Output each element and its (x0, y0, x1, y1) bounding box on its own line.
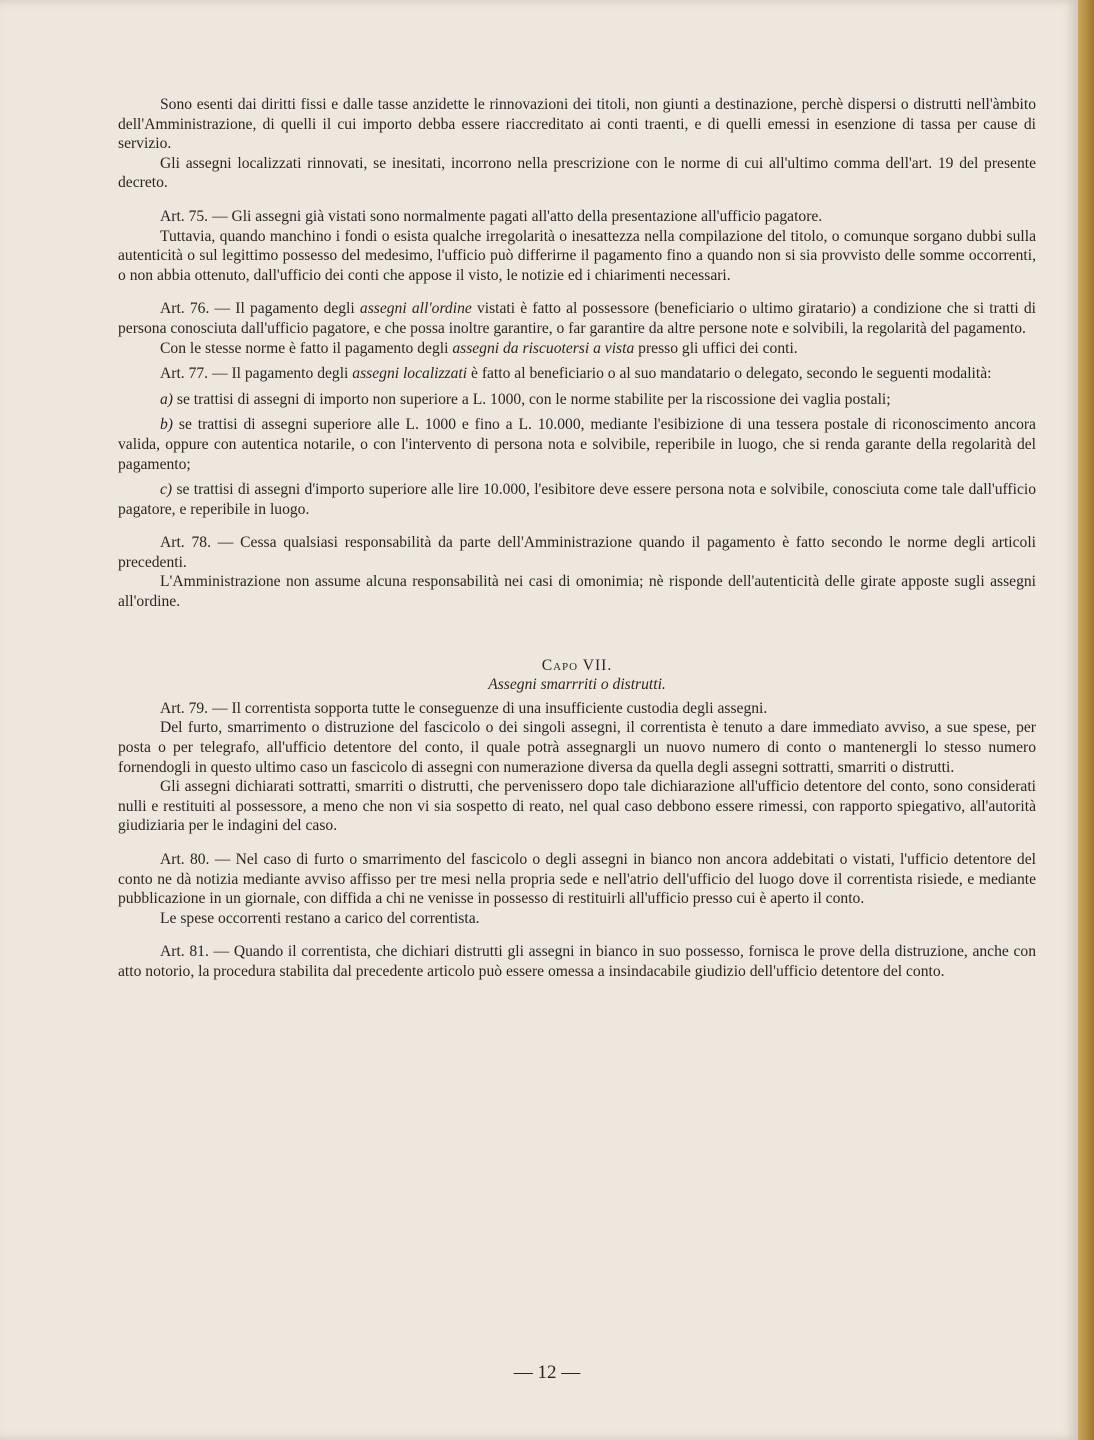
paragraph: Gli assegni localizzati rinnovati, se inesitati, incorrono nella prescrizione con le norme di cui all'ultimo comma dell'art. 19 del presente decreto. (118, 154, 1036, 192)
article-81: Art. 81. — Quando il correntista, che dichiari distrutti gli assegni in bianco in suo possesso, fornisca le prove della distruzione, anche con atto notorio, la procedura stabilita dal precedente articolo può essere omessa a insindacabile giudizio dell'ufficio detentore del conto. (118, 943, 1036, 980)
paragraph: Le spese occorrenti restano a carico del correntista. (160, 909, 480, 927)
paragraph: L'Amministrazione non assume alcuna responsabilità nei casi di omonimia; nè risponde dell'autenticità delle girate apposte sugli assegni all'ordine. (118, 573, 1036, 611)
list-item-c: c) se trattisi di assegni d'importo superiore alle lire 10.000, l'esibitore deve essere persona nota e solvibile, conosciuta come tale dall'ufficio pagatore, e reperibile in luogo. (118, 481, 1036, 518)
page-edge (1078, 0, 1094, 1440)
page-number: — 12 — (513, 1362, 581, 1383)
paragraph: Del furto, smarrimento o distruzione del fascicolo o dei singoli assegni, il correntista è tenuto a dare immediato avviso, a sue spese, per posta o per telegrafo, all'ufficio detentore del conto, il quale potrà assegnargli un nuovo numero di conto o mantenergli lo stesso numero fornendogli in questo ultimo caso un fascicolo di assegni con numerazione diversa da quella degli assegni sottratti, smarriti o distrutti. (118, 719, 1036, 776)
article-77: Art. 77. — Il pagamento degli assegni localizzati è fatto al beneficiario o al suo mandatario o delegato, secondo le seguenti modalità: (160, 365, 992, 383)
article-80: Art. 80. — Nel caso di furto o smarrimento del fascicolo o degli assegni in bianco non ancora addebitati o vistati, l'ufficio detentore del conto ne dà notizia mediante avviso affisso per tre mesi nella propria sede e nell'atrio dell'ufficio del luogo dove il correntista risiede, e mediante pubblicazione in un giornale, con diffida a chi ne venisse in possesso di restituirli all'ufficio presso cui è aperto il conto. (118, 851, 1036, 908)
paragraph: Tuttavia, quando manchino i fondi o esista qualche irregolarità o inesattezza nella compilazione del titolo, o comunque sorgano dubbi sulla autenticità o sul legittimo possesso del medesimo, l'ufficio può differirne il pagamento fino a quando non si sia provvisto delle somme occorrenti, o non abbia ottenuto, dall'ufficio dei conti che appose il visto, le notizie ed i chiarimenti necessari. (118, 227, 1036, 284)
list-item-a: a) se trattisi di assegni di importo non superiore a L. 1000, con le norme stabilite per la riscossione dei vaglia postali; (160, 390, 891, 408)
chapter-title: Capo VII. (541, 656, 613, 674)
list-item-b: b) se trattisi di assegni superiore alle L. 1000 e fino a L. 10.000, mediante l'esibizione di una tessera postale di riconoscimento ancora valida, oppure con autentica notarile, o con l'intervento di persona nota e solvibile, reperibile in luogo, che si renda garante della regolarità del pagamento; (118, 416, 1036, 473)
article-79: Art. 79. — Il correntista sopporta tutte le conseguenze di una insufficiente custodia degli assegni. (160, 699, 768, 717)
paragraph: Gli assegni dichiarati sottratti, smarriti o distrutti, che pervenissero dopo tale dichiarazione all'ufficio detentore del conto, sono considerati nulli e restituiti al possessore, a meno che non vi sia sospetto di reato, nel qual caso debbono essere rimessi, con rapporto spiegativo, all'autorità giudiziaria per le indagini del caso. (118, 778, 1036, 835)
article-78: Art. 78. — Cessa qualsiasi responsabilità da parte dell'Amministrazione quando il pagamento è fatto secondo le norme degli articoli precedenti. (118, 534, 1036, 571)
article-75: Art. 75. — Gli assegni già vistati sono normalmente pagati all'atto della presentazione all'ufficio pagatore. (160, 207, 823, 225)
article-76: Art. 76. — Il pagamento degli assegni all'ordine vistati è fatto al possessore (beneficiario o ultimo giratario) a condizione che si tratti di persona conosciuta dall'ufficio pagatore, e che possa inoltre garantire, o far garantire da altre persone note e solvibili, la regolarità del pagamento. (118, 300, 1036, 337)
document-body (118, 95, 1036, 982)
paragraph: Sono esenti dai diritti fissi e dalle tasse anzidette le rinnovazioni dei titoli, non giunti a destinazione, perchè dispersi o distrutti nell'àmbito dell'Amministrazione, di quelli il cui importo debba essere riaccreditato ai conti traenti, e di quelli emessi in esenzione di tassa per cause di servizio. (118, 96, 1036, 153)
paragraph: Con le stesse norme è fatto il pagamento degli assegni da riscuotersi a vista presso gli uffici dei conti. (160, 339, 798, 357)
chapter-subtitle: Assegni smarrriti o distrutti. (488, 676, 666, 694)
